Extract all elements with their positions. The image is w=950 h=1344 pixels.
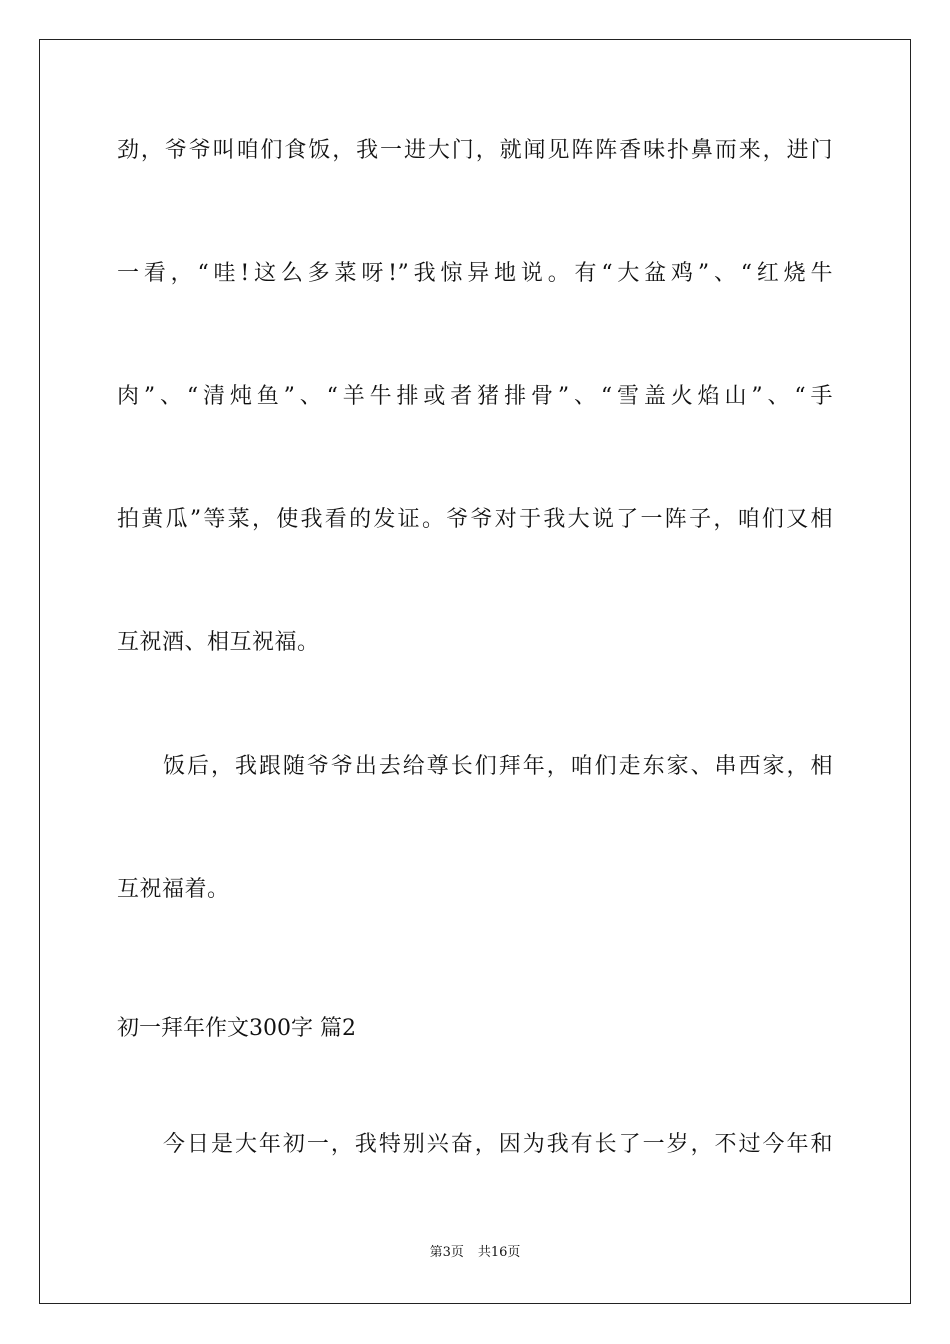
paragraph-1-line-3: 肉”、“清炖鱼”、“羊牛排或者猪排骨”、“雪盖火焰山”、“手 <box>117 384 833 409</box>
page-border <box>39 39 911 1304</box>
paragraph-3-line-1: 今日是大年初一，我特别兴奋，因为我有长了一岁，不过今年和 <box>163 1132 833 1157</box>
paragraph-2-line-1: 饭后，我跟随爷爷出去给尊长们拜年，咱们走东家、串西家，相 <box>163 754 833 779</box>
paragraph-1-line-5: 互祝酒、相互祝福。 <box>117 630 320 655</box>
page-footer <box>0 1244 950 1262</box>
paragraph-1-line-1: 劲，爷爷叫咱们食饭，我一进大门，就闻见阵阵香味扑鼻而来，进门 <box>117 138 833 163</box>
paragraph-2-line-2: 互祝福着。 <box>117 877 230 902</box>
paragraph-1-line-2: 一看，“哇!这么多菜呀!”我惊异地说。有“大盆鸡”、“红烧牛 <box>117 261 833 286</box>
paragraph-1-line-4: 拍黄瓜”等菜，使我看的发证。爷爷对于我大说了一阵子，咱们又相 <box>117 507 833 532</box>
page-number: 第3页 <box>429 1245 464 1260</box>
page-total: 共16页 <box>477 1245 521 1260</box>
section-heading: 初一拜年作文300字 篇2 <box>117 1016 356 1041</box>
